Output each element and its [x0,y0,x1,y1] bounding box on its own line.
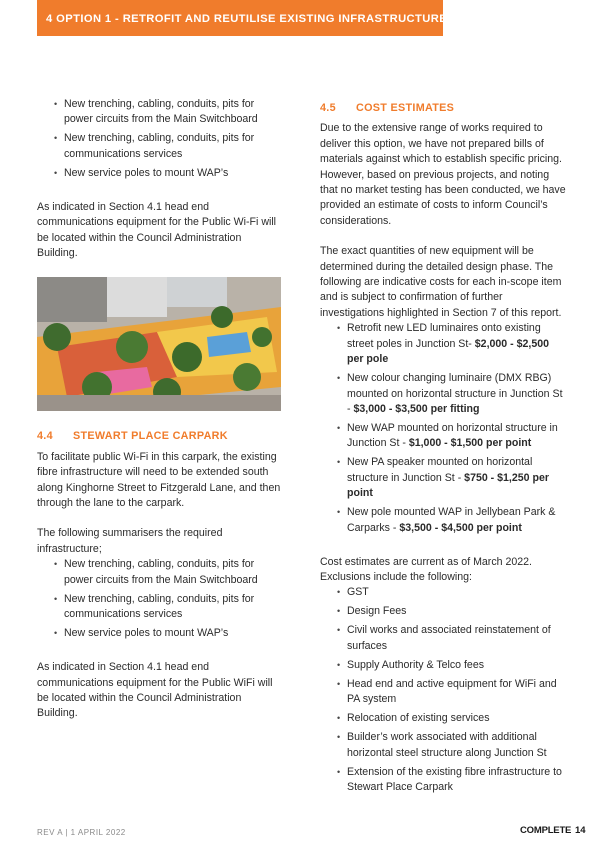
list-item: • New service poles to mount WAP’s [37,626,283,641]
price: $750 - $1,250 per point [347,471,549,500]
list-item: • Retrofit new LED luminaires onto existing street poles in Junction St- $2,000 - $2,500 per pole [320,321,568,367]
revision-label: REV A | 1 APRIL 2022 [37,828,126,837]
list-item: • Relocation of existing services [320,711,568,726]
exclusions-list [320,585,568,795]
list-item: • New colour changing luminaire (DMX RBG) mounted on horizontal structure in Junction St - $3,000 - $3,500 per fitting [320,371,568,417]
list-item: • New trenching, cabling, conduits, pits for power circuits from the Main Switchboard [37,557,283,588]
paragraph: As indicated in Section 4.1 head end communications equipment for the Public Wi-Fi will be located within the Council Administration Building. [37,200,277,260]
price: $3,500 - $4,500 per point [399,521,522,534]
list-item: • New pole mounted WAP in Jellybean Park & Carparks - $3,500 - $4,500 per point [320,505,568,536]
list-item: • New service poles to mount WAP’s [37,166,283,181]
section-heading-4-5 [320,101,568,116]
list-item: • GST [320,585,568,600]
paragraph: The exact quantities of new equipment will be determined during the detailed design phase. The following are indicative costs for each in-scope item and is subject to confirmation of further investigations highlighted in Section 7 of this report. [320,245,562,319]
list-item: • New trenching, cabling, conduits, pits for power circuits from the Main Switchboard [37,97,283,128]
section-number: 4.5 [320,102,336,114]
list-item: • Design Fees [320,604,568,619]
paragraph: As indicated in Section 4.1 head end communications equipment for the Public WiFi will be located within the Council Administration Building. [37,661,273,720]
bullet-list-infrastructure-1 [37,97,283,181]
list-item: • Civil works and associated reinstatement of surfaces [320,623,568,654]
list-item: • New PA speaker mounted on horizontal structure in Junction St - $750 - $1,250 per point [320,455,568,501]
page-number: 14 [575,825,586,836]
aerial-photo-junction-street [37,277,281,411]
price: $1,000 - $1,500 per point [408,437,532,450]
paragraph: Due to the extensive range of works required to deliver this option, we have not prepared bills of materials against which to establish specific pricing. However, based on previous projects, and noting that no market testing has been conducted, we have provided an estimate of costs to inform Council’s considerations. [320,122,566,227]
list-item: • New trenching, cabling, conduits, pits for communications services [37,131,283,162]
left-column [37,97,283,722]
bullet-list-infrastructure-2 [37,557,283,641]
section-title: STEWART PLACE CARPARK [73,430,228,443]
list-item: • New trenching, cabling, conduits, pits for communications services [37,592,283,623]
cost-list [320,321,568,536]
section-number: 4.4 [37,430,53,443]
list-item: • Head end and active equipment for WiFi and PA system [320,677,568,708]
company-logo: COMPLETE [520,825,572,836]
list-item: • New WAP mounted on horizontal structure in Junction St - $1,000 - $1,500 per point [320,421,568,452]
price: $2,000 - $2,500 per pole [347,337,549,366]
section-title: COST ESTIMATES [356,102,455,114]
list-item: • Extension of the existing fibre infrastructure to Stewart Place Carpark [320,765,568,796]
section-banner: 4 OPTION 1 - RETROFIT AND REUTILISE EXISTING INFRASTRUCTURE [37,0,443,36]
section-heading-4-4 [37,429,283,444]
paragraph: To facilitate public Wi-Fi in this carpark, the existing fibre infrastructure will need to be extended south along Kinghorne Street to Fitzgerald Lane, and then through the lane to the carpark. [37,450,281,510]
paragraph: Cost estimates are current as of March 2022. Exclusions include the following: [320,555,532,583]
right-column [320,101,568,799]
list-item: • Builder’s work associated with additional horizontal steel structure along Junction St [320,730,568,761]
list-item: • Supply Authority & Telco fees [320,658,568,673]
paragraph: The following summarisers the required infrastructure; [37,527,223,555]
price: $3,000 - $3,500 per fitting [353,402,480,415]
